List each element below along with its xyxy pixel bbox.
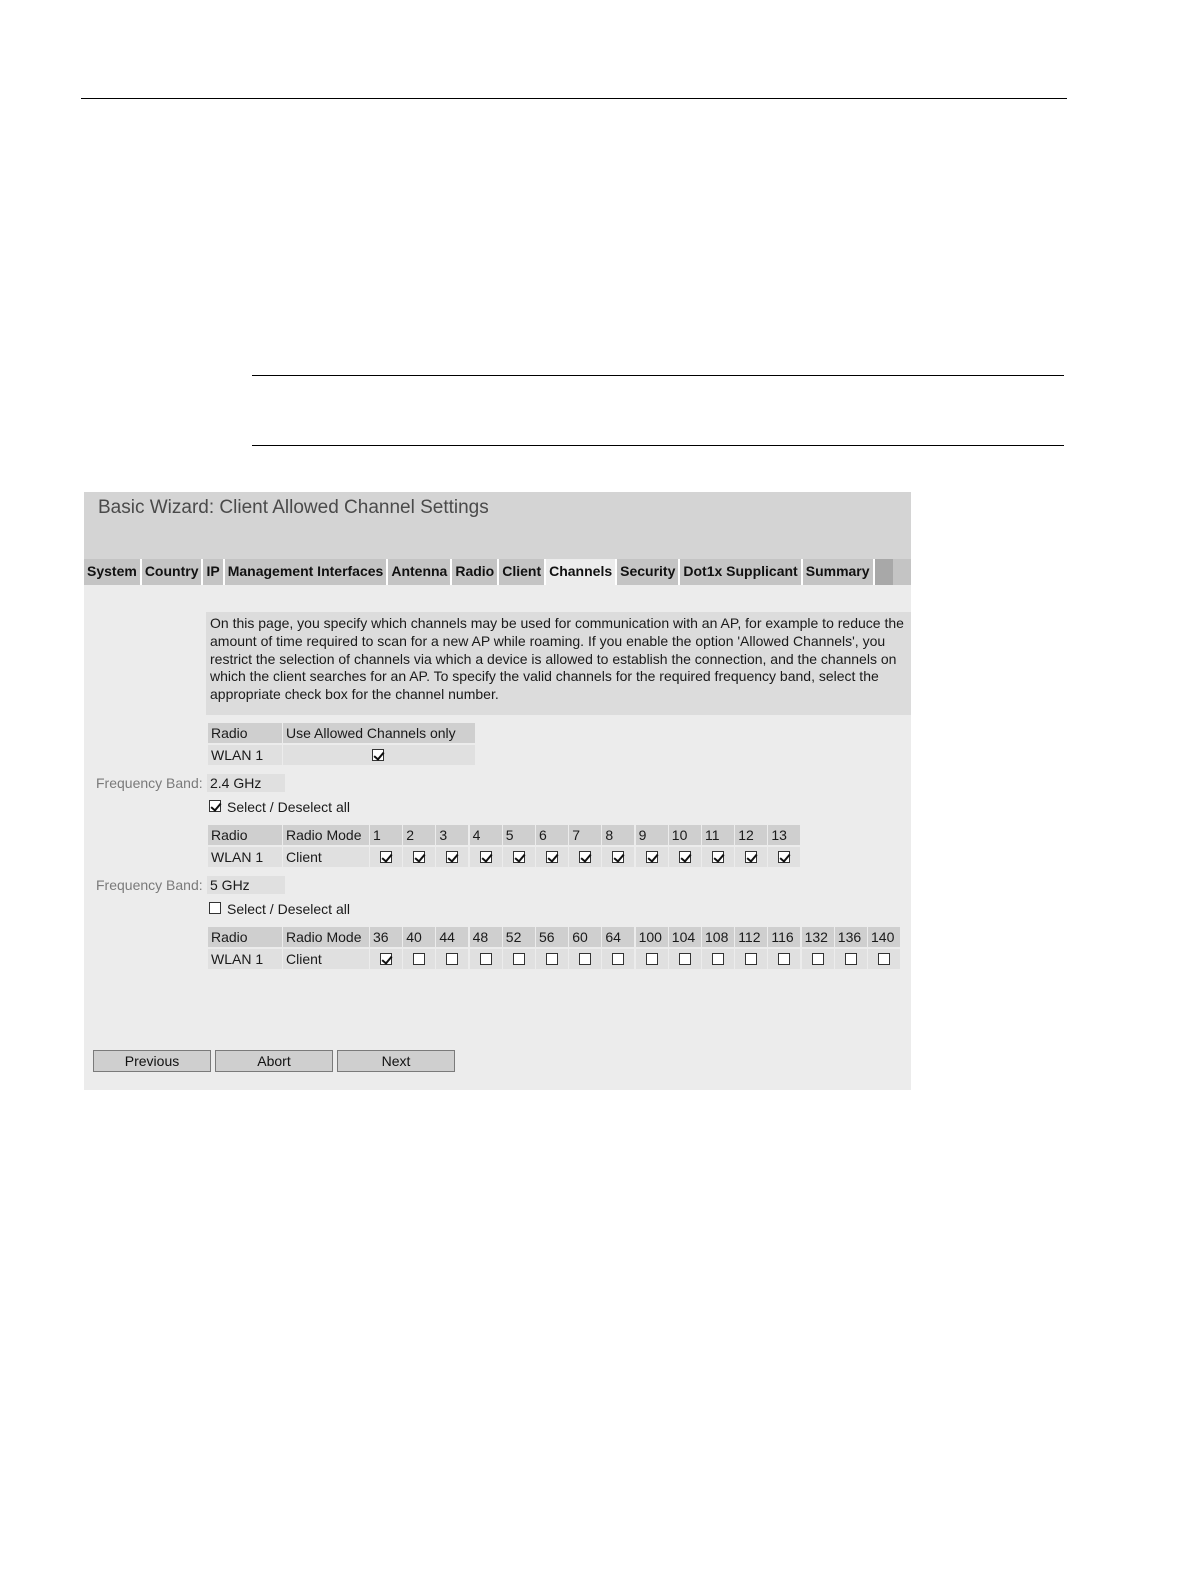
band_24-header-mode: Radio Mode [283, 825, 369, 845]
band_24-channel-12-header: 12 [735, 825, 767, 845]
tab-antenna[interactable]: Antenna [388, 559, 452, 585]
channel-60-checkbox[interactable] [579, 953, 591, 965]
band_24-channel-3-header: 3 [436, 825, 468, 845]
channel-4-checkbox[interactable] [480, 851, 492, 863]
note-bottom-rule [252, 445, 1064, 446]
channel-10-checkbox[interactable] [679, 851, 691, 863]
band_24-channel-10-header: 10 [669, 825, 701, 845]
band_24-channel-13-header: 13 [768, 825, 800, 845]
use-allowed-channels-checkbox[interactable] [372, 749, 384, 761]
select-all-5-label[interactable]: Select / Deselect all [227, 901, 350, 917]
channel-12-checkbox[interactable] [745, 851, 757, 863]
page-top-rule [81, 98, 1067, 99]
tab-security[interactable]: Security [617, 559, 680, 585]
band_5-channel-36-header: 36 [370, 927, 402, 947]
tab-ip[interactable]: IP [203, 559, 224, 585]
band_24-channel-4-header: 4 [470, 825, 502, 845]
tab-system[interactable]: System [84, 559, 142, 585]
channel-104-checkbox[interactable] [679, 953, 691, 965]
channel-56-checkbox[interactable] [546, 953, 558, 965]
band_5-channel-40-header: 40 [403, 927, 435, 947]
tab-radio[interactable]: Radio [452, 559, 499, 585]
band_5-channel-60-header: 60 [569, 927, 601, 947]
band_5-channel-104-header: 104 [669, 927, 701, 947]
channel-40-checkbox[interactable] [413, 953, 425, 965]
channel-5-checkbox[interactable] [513, 851, 525, 863]
title-bar [84, 492, 911, 559]
freq-band-5-value: 5 GHz [207, 876, 285, 894]
channel-48-checkbox[interactable] [480, 953, 492, 965]
band_24-channel-9-header: 9 [636, 825, 668, 845]
note-top-rule [252, 375, 1064, 376]
channel-132-checkbox[interactable] [812, 953, 824, 965]
band_5-channel-64-header: 64 [602, 927, 634, 947]
channel-36-checkbox[interactable] [380, 953, 392, 965]
channel-140-checkbox[interactable] [878, 953, 890, 965]
tab-bar [84, 559, 911, 585]
band_5-header-mode: Radio Mode [283, 927, 369, 947]
channel-9-checkbox[interactable] [646, 851, 658, 863]
band_24-header-radio: Radio [208, 825, 282, 845]
allowed-header-radio: Radio [208, 723, 282, 743]
page-title: Basic Wizard: Client Allowed Channel Settings [98, 497, 489, 518]
band_24-row-mode: Client [283, 847, 369, 867]
channel-44-checkbox[interactable] [446, 953, 458, 965]
description-box [206, 612, 911, 715]
channel-52-checkbox[interactable] [513, 953, 525, 965]
tab-dot1x-supplicant[interactable]: Dot1x Supplicant [680, 559, 802, 585]
channel-112-checkbox[interactable] [745, 953, 757, 965]
channel-100-checkbox[interactable] [646, 953, 658, 965]
wizard-screenshot [84, 492, 911, 1090]
tab-channels[interactable]: Channels [546, 559, 617, 585]
abort-button[interactable]: Abort [215, 1050, 333, 1072]
band_24-channel-11-header: 11 [702, 825, 734, 845]
band_24-channel-1-header: 1 [370, 825, 402, 845]
band_5-channel-136-header: 136 [835, 927, 867, 947]
band_5-row-radio: WLAN 1 [208, 949, 282, 969]
freq-band-24-value: 2.4 GHz [207, 774, 285, 792]
band_5-channel-52-header: 52 [503, 927, 535, 947]
channel-64-checkbox[interactable] [612, 953, 624, 965]
channel-2-checkbox[interactable] [413, 851, 425, 863]
band_5-channel-100-header: 100 [636, 927, 668, 947]
band_24-channel-6-header: 6 [536, 825, 568, 845]
band_5-channel-140-header: 140 [868, 927, 900, 947]
previous-button[interactable]: Previous [93, 1050, 211, 1072]
band_24-row-radio: WLAN 1 [208, 847, 282, 867]
channel-6-checkbox[interactable] [546, 851, 558, 863]
band_5-header-radio: Radio [208, 927, 282, 947]
band_24-channel-5-header: 5 [503, 825, 535, 845]
band_5-channel-44-header: 44 [436, 927, 468, 947]
channel-1-checkbox[interactable] [380, 851, 392, 863]
select-all-5-checkbox[interactable] [209, 902, 221, 914]
band_5-channel-108-header: 108 [702, 927, 734, 947]
band_5-channel-116-header: 116 [768, 927, 800, 947]
allowed-row-radio: WLAN 1 [208, 745, 282, 765]
band_5-channel-112-header: 112 [735, 927, 767, 947]
band_24-channel-7-header: 7 [569, 825, 601, 845]
allowed-header-use-allowed: Use Allowed Channels only [283, 723, 475, 743]
freq-band-5-label: Frequency Band: [96, 877, 203, 893]
tab-summary[interactable]: Summary [803, 559, 875, 585]
channel-7-checkbox[interactable] [579, 851, 591, 863]
channel-11-checkbox[interactable] [712, 851, 724, 863]
band_24-channel-2-header: 2 [403, 825, 435, 845]
select-all-24-label[interactable]: Select / Deselect all [227, 799, 350, 815]
tab-management-interfaces[interactable]: Management Interfaces [225, 559, 389, 585]
channel-8-checkbox[interactable] [612, 851, 624, 863]
select-all-24-checkbox[interactable] [209, 800, 221, 812]
channel-108-checkbox[interactable] [712, 953, 724, 965]
tab-bar-fill [875, 559, 893, 585]
channel-13-checkbox[interactable] [778, 851, 790, 863]
description-text: On this page, you specify which channels may be used for communication with an AP, for example to reduce the amount of time required to scan for a new AP while roaming. If you enable the option 'Allowed Channels', you restrict the selection of channels via which a device is allowed to establish the connection, and the channels on which the client searches for an AP. To specify the valid channels for the required frequency band, select the appropriate check box for the channel number. [210, 615, 904, 703]
band_24-channel-8-header: 8 [602, 825, 634, 845]
channel-3-checkbox[interactable] [446, 851, 458, 863]
next-button[interactable]: Next [337, 1050, 455, 1072]
tab-country[interactable]: Country [142, 559, 204, 585]
freq-band-24-label: Frequency Band: [96, 775, 203, 791]
band_5-channel-48-header: 48 [470, 927, 502, 947]
tab-client[interactable]: Client [499, 559, 546, 585]
band_5-channel-56-header: 56 [536, 927, 568, 947]
channel-116-checkbox[interactable] [778, 953, 790, 965]
band_5-row-mode: Client [283, 949, 369, 969]
band_5-channel-132-header: 132 [802, 927, 834, 947]
channel-136-checkbox[interactable] [845, 953, 857, 965]
